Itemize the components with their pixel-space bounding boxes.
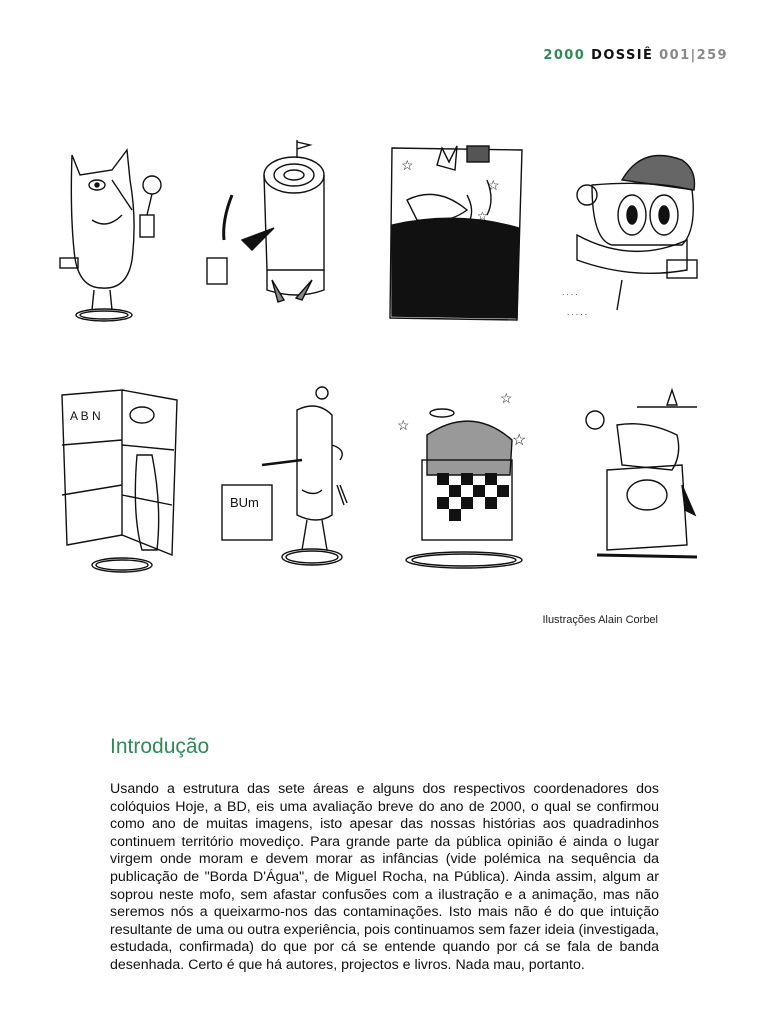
monkey-with-glasses-illustration — [562, 140, 712, 330]
header-section: DOSSIÊ — [591, 48, 654, 63]
section-title: Introdução — [110, 735, 210, 758]
svg-text:☆: ☆ — [487, 177, 500, 193]
cat-figure-reading-illustration — [52, 140, 192, 330]
svg-text:A B N: A B N — [70, 409, 101, 423]
header-year: 2000 — [543, 48, 586, 63]
character-speech-bubble-illustration — [577, 385, 717, 575]
svg-text:. . . . .: . . . . . — [567, 308, 588, 317]
article-body: Usando a estrutura das sete áreas e alguns dos respectivos coordenadores dos colóquios Hoje, a BD, eis uma avaliação breve do ano de 2000, o qual se confirmou como ano de muitas imagens, isto apesar das nossas histórias aos quadradinhos continuem território movediço. Para grande parte da pública opinião é ainda o lugar virgem onde moram e devem morar as infâncias (vide polémica na sequência da publicação de "Borda D'Água", de Miguel Rocha, na Pública). Ainda assim, algum ar soprou neste mofo, sem afastar confusões com a ilustração e a animação, mas não seremos nós a queixarmo-nos das contaminações. Isto mais não é do que intuição resultante de uma ou outra experiência, pois continuamos sem fazer ideia (investigada, estudada, confirmada) do que por cá se entende quando por cá se fala de banda desenhada. Certo é que há autores, projectos e livros. Nada mau, portanto. — [110, 781, 659, 973]
svg-text:☆: ☆ — [477, 209, 488, 223]
svg-text:. . . .: . . . . — [562, 288, 578, 297]
svg-text:BUm: BUm — [230, 495, 259, 510]
header-pages: 001|259 — [659, 48, 728, 63]
bum-comic-reader-illustration — [222, 385, 362, 575]
svg-text:☆: ☆ — [397, 417, 410, 433]
illustrations-grid — [52, 140, 720, 590]
page-header — [543, 48, 728, 63]
checkered-house-illustration — [392, 385, 532, 575]
svg-text:☆: ☆ — [512, 432, 527, 449]
svg-text:☆: ☆ — [500, 390, 513, 406]
log-head-figure-illustration — [212, 140, 352, 330]
illustration-caption: Ilustrações Alain Corbel — [542, 614, 658, 626]
svg-text:☆: ☆ — [401, 157, 414, 173]
comic-panels-figure-illustration — [62, 385, 202, 575]
bird-window-illustration — [387, 140, 527, 330]
